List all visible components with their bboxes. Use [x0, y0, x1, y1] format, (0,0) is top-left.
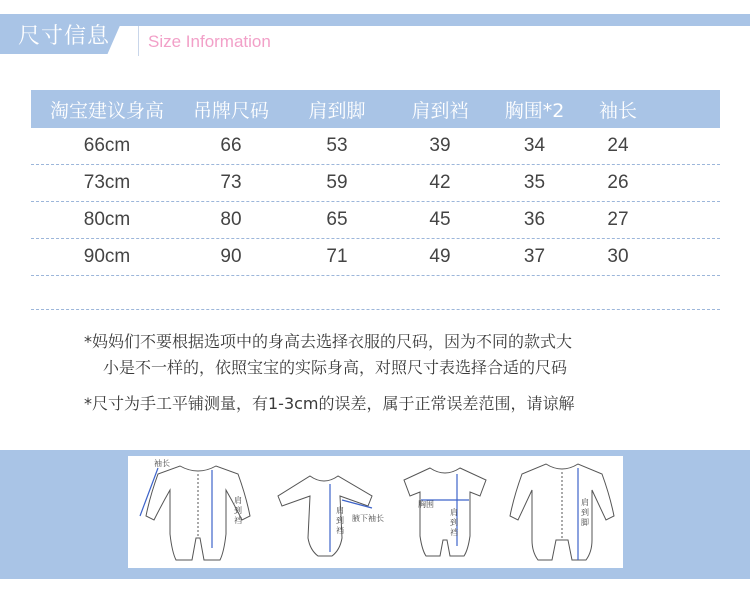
label-shoulder-to-crotch: 肩到裆	[234, 496, 242, 525]
cell-tag-size: 73	[220, 172, 242, 193]
label-shoulder-to-foot: 肩到脚	[581, 498, 589, 527]
table-row	[31, 128, 720, 165]
cell-height: 80cm	[83, 209, 131, 230]
table-row	[31, 165, 720, 202]
footed-sleepsuit-icon	[506, 456, 618, 568]
cell-chest: 35	[523, 172, 546, 193]
table-row-empty	[31, 276, 720, 310]
cell-chest: 36	[523, 209, 546, 230]
header-sleeve-length: 袖长	[598, 99, 637, 122]
header-tag-size: 吊牌尺码	[192, 99, 269, 122]
romper-short-sleeve-icon	[390, 456, 500, 568]
note-line-2: 小是不一样的，依照宝宝的实际身高，对照尺寸表选择合适的尺码	[103, 358, 568, 377]
header-chest: 胸围*2	[504, 99, 565, 122]
label-sleeve-length: 袖长	[154, 459, 170, 468]
note-line-1: *妈妈们不要根据选项中的身高去选择衣服的尺码，因为不同的款式大	[84, 332, 573, 351]
cell-tag-size: 66	[220, 135, 242, 156]
cell-sleeve: 30	[607, 246, 629, 267]
label-shoulder-to-crotch-2: 肩到裆	[336, 506, 344, 535]
cell-height: 73cm	[83, 172, 131, 193]
bodysuit-icon	[272, 456, 382, 568]
cell-chest: 34	[523, 135, 546, 156]
cell-sleeve: 27	[607, 209, 629, 230]
size-notes	[84, 329, 704, 417]
measurement-diagram	[128, 456, 623, 568]
table-row	[31, 239, 720, 276]
note-line-3: *尺寸为手工平铺测量，有1-3cm的误差，属于正常误差范围，请谅解	[84, 394, 575, 413]
cell-height: 90cm	[83, 246, 131, 267]
section-subtitle: Size Information	[148, 32, 271, 51]
section-title: 尺寸信息	[18, 24, 111, 49]
label-underarm-sleeve: 腋下袖长	[352, 514, 384, 523]
cell-chest: 37	[523, 246, 546, 267]
cell-shoulder-to-crotch: 42	[429, 172, 451, 193]
cell-shoulder-to-crotch: 45	[429, 209, 451, 230]
cell-shoulder-to-foot: 71	[326, 246, 348, 267]
table-row	[31, 202, 720, 239]
header-shoulder-to-foot: 肩到脚	[308, 99, 366, 122]
header-divider	[138, 26, 139, 56]
cell-shoulder-to-foot: 59	[326, 172, 348, 193]
cell-shoulder-to-foot: 65	[326, 209, 348, 230]
cell-tag-size: 90	[220, 246, 242, 267]
table-header	[31, 90, 720, 128]
label-chest: 胸围	[418, 500, 434, 509]
cell-height: 66cm	[83, 135, 131, 156]
cell-sleeve: 26	[607, 172, 629, 193]
cell-shoulder-to-crotch: 49	[429, 246, 451, 267]
label-shoulder-to-crotch-3: 肩到裆	[450, 508, 458, 537]
size-table	[31, 90, 720, 310]
cell-shoulder-to-crotch: 39	[429, 135, 451, 156]
cell-sleeve: 24	[607, 135, 629, 156]
header-shoulder-to-crotch: 肩到裆	[411, 99, 469, 122]
cell-tag-size: 80	[220, 209, 242, 230]
cell-shoulder-to-foot: 53	[326, 135, 348, 156]
header-suggested-height: 淘宝建议身高	[49, 99, 164, 122]
